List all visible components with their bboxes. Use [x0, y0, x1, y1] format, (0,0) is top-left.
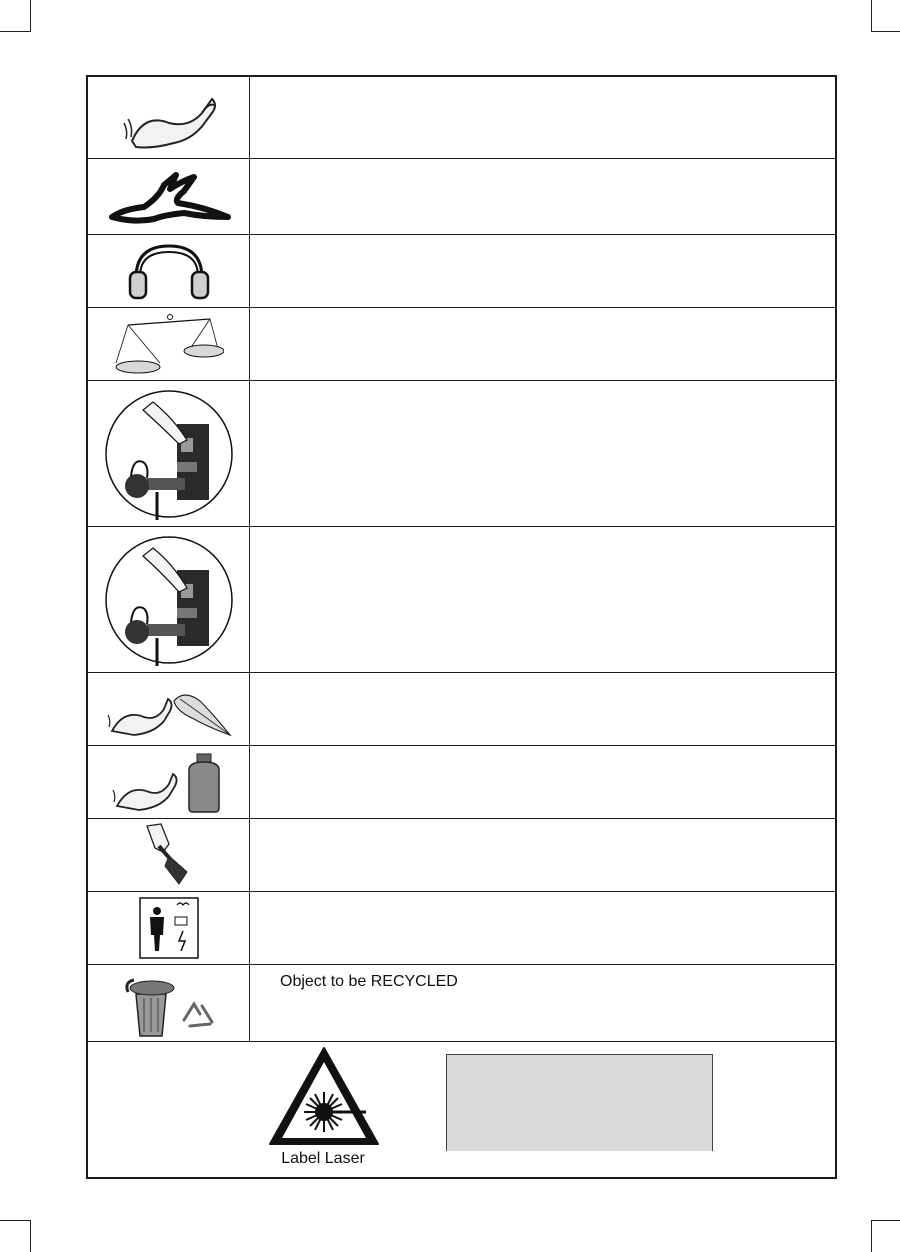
crop-mark [871, 1220, 900, 1221]
icon-cell [88, 77, 250, 158]
description [250, 892, 835, 964]
icon-cell [88, 159, 250, 234]
icon-cell [88, 381, 250, 526]
crop-mark [0, 31, 31, 32]
hand-pressing-switch-icon [103, 534, 235, 666]
description [250, 527, 835, 672]
laser-warning-icon [268, 1046, 380, 1148]
table-row [88, 308, 835, 381]
description [250, 308, 835, 380]
table-row [88, 381, 835, 527]
hand-with-brush-icon [139, 822, 199, 888]
icon-cell [88, 235, 250, 307]
description [250, 159, 835, 234]
table-row [88, 746, 835, 819]
crop-mark [871, 1220, 872, 1252]
icon-cell [88, 892, 250, 964]
laser-label: Label Laser [281, 1150, 365, 1167]
table-row [88, 819, 835, 892]
running-hare-icon [104, 167, 234, 227]
table-row [88, 673, 835, 746]
description [250, 819, 835, 891]
crop-mark [871, 31, 900, 32]
strong-arm-icon [114, 83, 224, 153]
crop-mark [0, 1220, 31, 1221]
description [250, 673, 835, 745]
icon-cell [88, 308, 250, 380]
description [250, 77, 835, 158]
table-row [88, 892, 835, 965]
symbols-table [86, 75, 837, 1179]
arm-with-weight-icon [109, 750, 229, 814]
ear-protection-icon [124, 240, 214, 302]
icon-cell [88, 527, 250, 672]
crop-mark [30, 0, 31, 32]
table-row [88, 159, 835, 235]
crop-mark [871, 0, 872, 32]
icon-cell [88, 819, 250, 891]
icon-cell [88, 746, 250, 818]
description [250, 746, 835, 818]
laser-section [88, 1042, 835, 1179]
table-row [88, 965, 835, 1042]
recycle-bin-icon [114, 968, 224, 1038]
label-placeholder-box [446, 1054, 713, 1151]
crop-mark [30, 1220, 31, 1252]
recycle-text: Object to be RECYCLED [280, 973, 458, 990]
table-row [88, 235, 835, 308]
table-row [88, 77, 835, 159]
description [250, 235, 835, 307]
description [250, 381, 835, 526]
icon-cell [88, 673, 250, 745]
electrical-safety-person-icon [139, 897, 199, 959]
hand-pressing-switch-icon [103, 388, 235, 520]
arm-with-feather-icon [104, 679, 234, 739]
description [250, 965, 835, 1041]
icon-cell [88, 965, 250, 1041]
table-row [88, 527, 835, 673]
balance-scale-icon [114, 311, 224, 377]
